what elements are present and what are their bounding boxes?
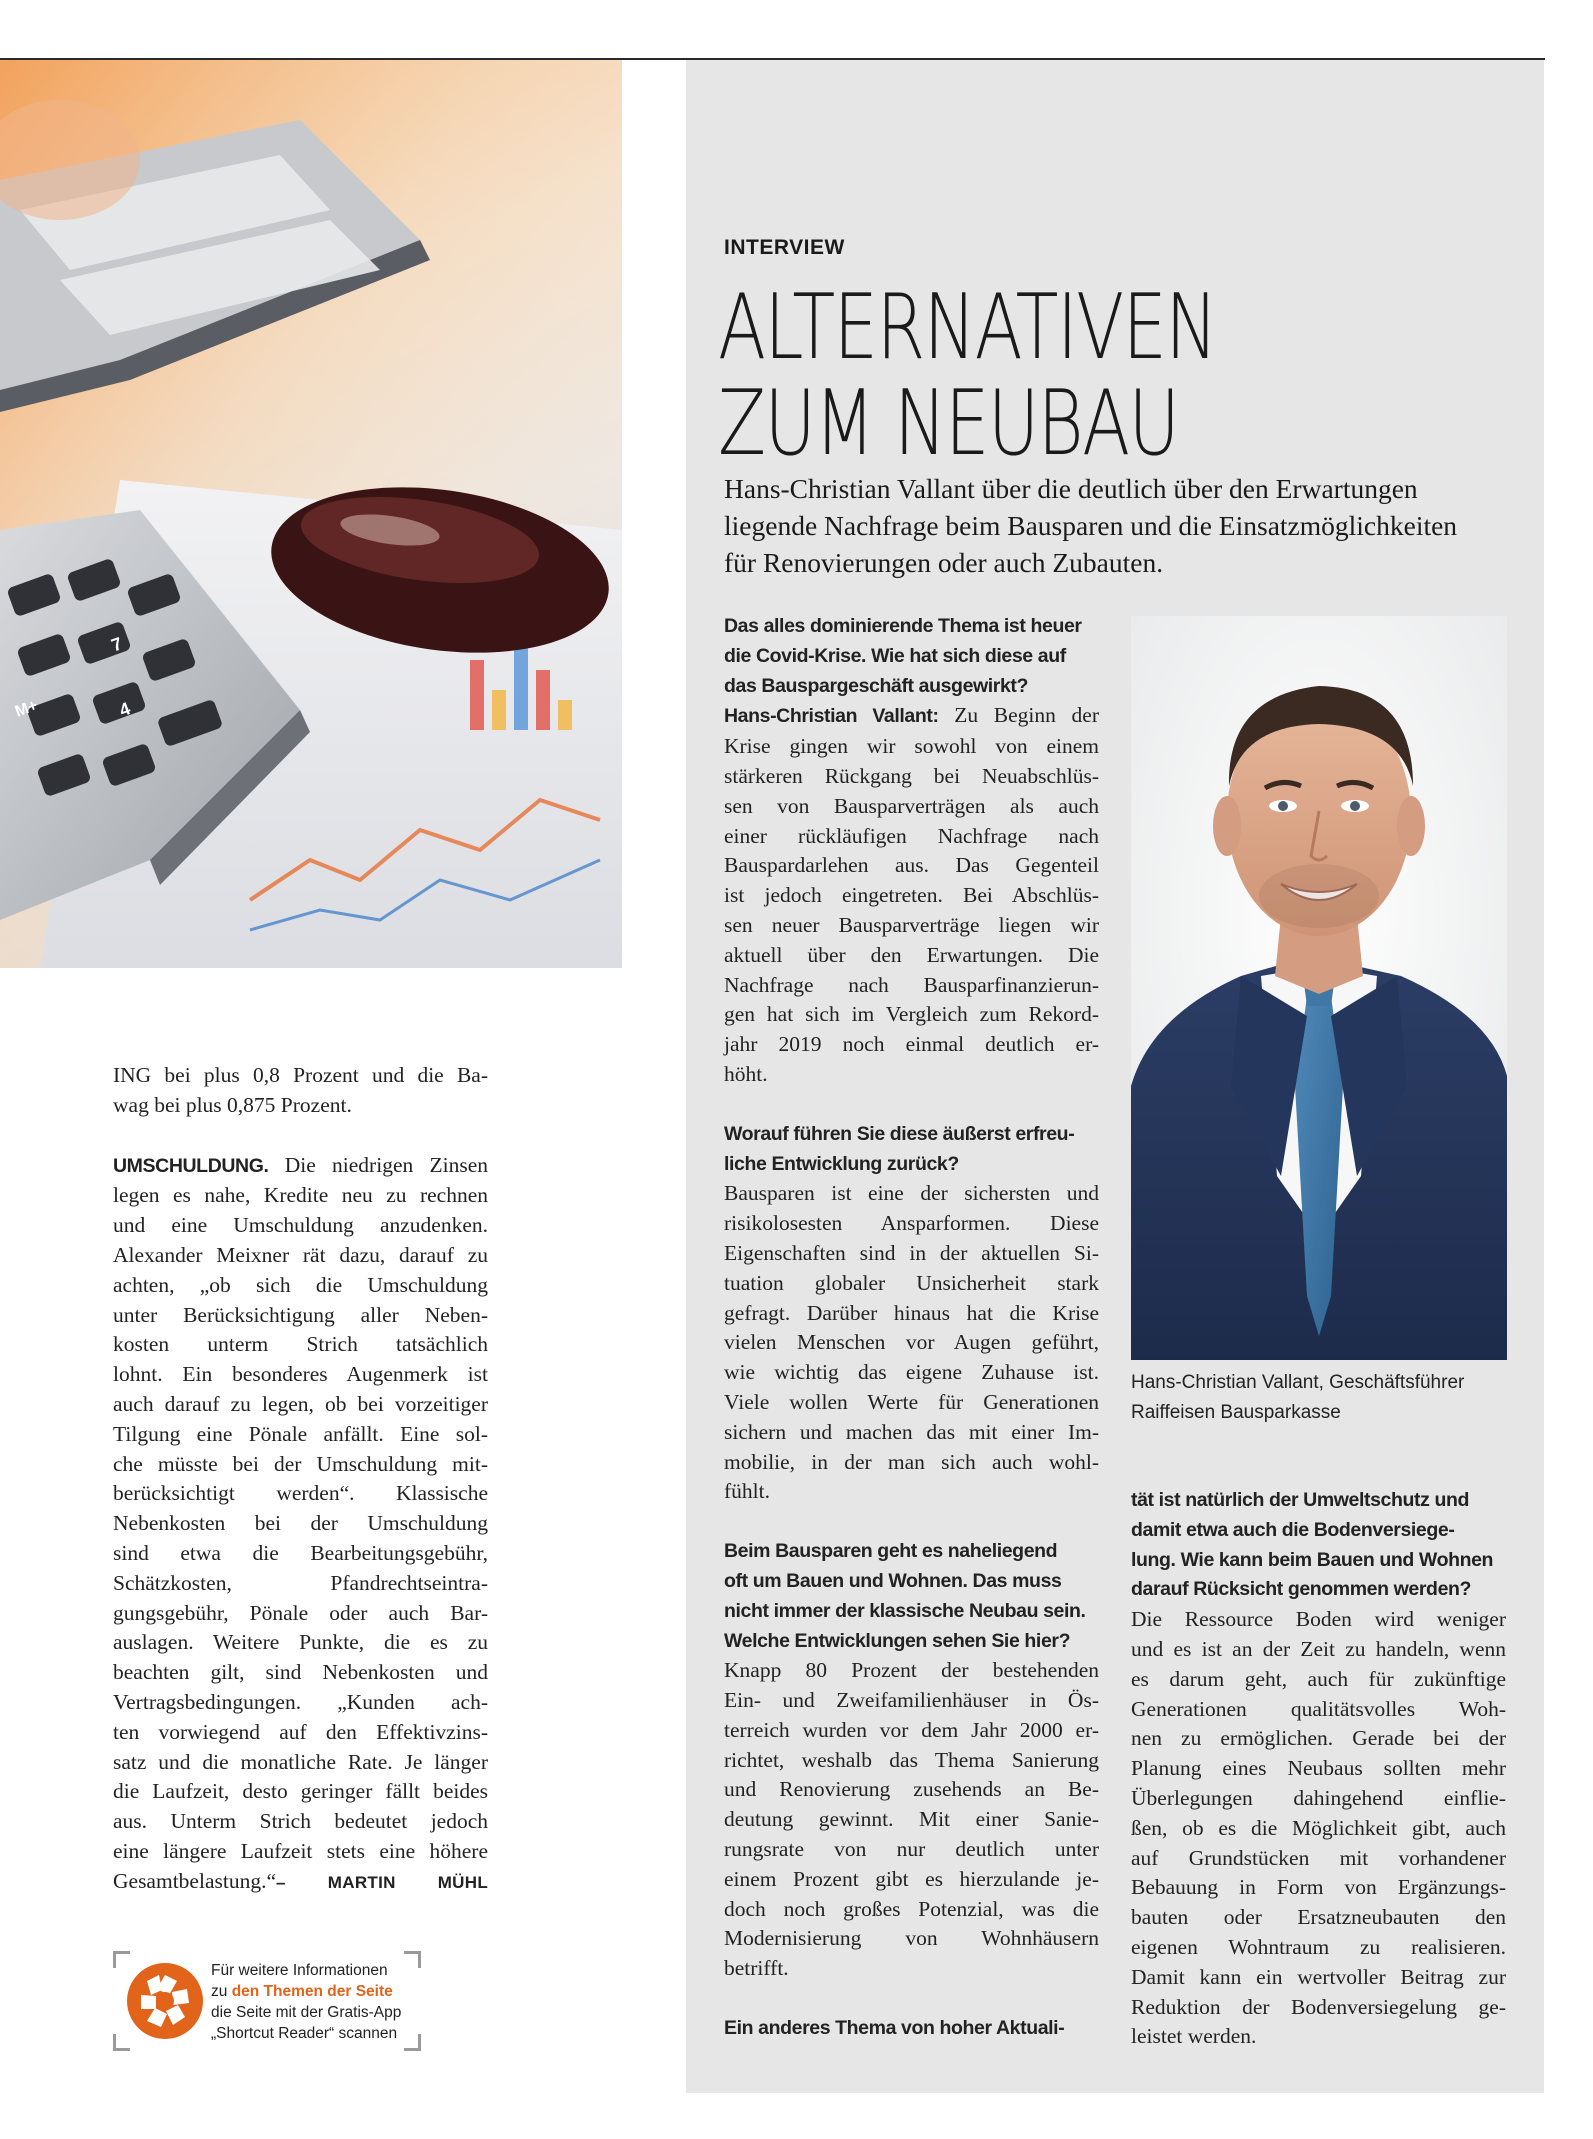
interview-question: lung. Wie kann beim Bauen und Wohnen xyxy=(1131,1548,1494,1571)
interview-question: Worauf führen Sie diese äußerst erfreu- xyxy=(724,1122,1075,1145)
interview-question: Das alles dominierende Thema ist heuer xyxy=(724,615,1082,637)
text-line: Hans-Christian Vallant: Zu Beginn der xyxy=(724,703,1099,728)
text-line: Die Ressource Boden wird weniger xyxy=(1131,1607,1506,1632)
text-line: Eigenschaften sind in der aktuellen Si- xyxy=(724,1240,1099,1265)
text-line: die Laufzeit, desto geringer fällt beides xyxy=(113,1779,488,1804)
text-line: Knapp 80 Prozent der bestehenden xyxy=(724,1658,1099,1683)
left-column xyxy=(113,1061,488,1898)
text-line: Bauspardarlehen aus. Das Gegenteil xyxy=(724,853,1099,878)
interview-question: oft um Bauen und Wohnen. Das muss xyxy=(724,1569,1062,1592)
text-line: sen von Bausparverträgen als auch xyxy=(724,793,1099,818)
text-line: legen es nahe, Kredite neu zu rechnen xyxy=(113,1183,488,1208)
text-line: Nebenkosten bei der Umschuldung xyxy=(113,1511,488,1536)
text-line: bauten oder Ersatzneubauten den xyxy=(1131,1905,1506,1930)
calc-key-7: 7 xyxy=(108,633,125,656)
article-kicker: INTERVIEW xyxy=(724,236,845,259)
runin-heading: UMSCHULDUNG. xyxy=(113,1154,269,1177)
text-line: UMSCHULDUNG. Die niedrigen Zinsen xyxy=(113,1152,488,1177)
text-line: ten vorwiegend auf den Effektivzins- xyxy=(113,1719,488,1744)
text-line: gungsgebühr, Pönale oder auch Bar- xyxy=(113,1600,488,1625)
text-line: richtet, weshalb das Thema Sanierung xyxy=(724,1747,1099,1772)
text-line: gen hat sich im Vergleich zum Rekord- xyxy=(724,1002,1099,1027)
calc-key-4: 4 xyxy=(116,698,133,721)
text-line: achten, „ob sich die Umschuldung xyxy=(113,1272,488,1297)
text-line: betrifft. xyxy=(724,1956,789,1981)
text-line: vielen Menschen vor Augen geführt, xyxy=(724,1330,1099,1355)
text-line: risikolosesten Ansparformen. Diese xyxy=(724,1211,1099,1236)
text-line: ist jedoch eingetreten. Bei Abschlüs- xyxy=(724,883,1099,908)
desk-photo xyxy=(0,60,622,968)
text-line: kosten unterm Strich tatsächlich xyxy=(113,1332,488,1357)
text-line: nen zu ermöglichen. Gerade bei der xyxy=(1131,1726,1506,1751)
text-line: wie wichtig das eigene Zuhause ist. xyxy=(724,1360,1099,1385)
text-line: Bausparen ist eine der sichersten und xyxy=(724,1181,1099,1206)
shortcut-reader-box[interactable] xyxy=(113,1951,421,2051)
shortcut-reader-text: Für weitere Informationen zu den Themen der Seite die Seite mit der Gratis-App „Shortcut Reader“ scannen xyxy=(211,1962,402,2042)
text-line: mobilie, in der man sich auch wohl- xyxy=(724,1449,1099,1474)
text-line: ßen, ob es die Möglichkeit gibt, auch xyxy=(1131,1815,1506,1840)
headline-line-2: ZUM NEUBAU xyxy=(718,371,1179,476)
portrait-photo xyxy=(1131,616,1507,1360)
interview-question: darauf Rücksicht genommen werden? xyxy=(1131,1578,1472,1601)
text-line: Bebauung in Form von Ergänzungs- xyxy=(1131,1875,1506,1900)
text-line: rungsrate von nur deutlich unter xyxy=(724,1837,1099,1862)
text-line: wag bei plus 0,875 Prozent. xyxy=(113,1092,352,1117)
interview-question: Beim Bausparen geht es naheliegend xyxy=(724,1540,1058,1563)
text-line: stärkeren Rückgang bei Neuabschlüs- xyxy=(724,763,1099,788)
text-line: Schätzkosten, Pfandrechtseintra- xyxy=(113,1570,488,1595)
text-line: und Renovierung zusehends an Be- xyxy=(724,1777,1099,1802)
right-column xyxy=(1131,1486,1506,2052)
text-line: aktuell über den Erwartungen. Die xyxy=(724,942,1099,967)
lead-line: liegende Nachfrage beim Bausparen und die Einsatzmöglichkeiten xyxy=(724,510,1458,541)
text-line: auch darauf zu legen, ob bei vorzeitiger xyxy=(113,1391,488,1416)
article-headline xyxy=(718,275,1342,476)
text-line: Überlegungen dahingehend einflie- xyxy=(1131,1785,1506,1810)
text-line: tuation globaler Unsicherheit stark xyxy=(724,1270,1099,1295)
text-line: es darum geht, auch für zukünftige xyxy=(1131,1666,1506,1691)
text-line: ING bei plus 0,8 Prozent und die Ba- xyxy=(113,1063,488,1087)
interview-question: das Bauspargeschäft ausgewirkt? xyxy=(724,674,1029,697)
text-line: fühlt. xyxy=(724,1479,770,1504)
interview-question: nicht immer der klassische Neubau sein. xyxy=(724,1599,1086,1622)
interview-question: Welche Entwicklungen sehen Sie hier? xyxy=(724,1629,1071,1652)
speaker-name: Hans-Christian Vallant: xyxy=(724,705,939,728)
text-line: che müsste bei der Umschuldung mit- xyxy=(113,1451,488,1476)
text-line: einem Prozent gibt es hierzulande je- xyxy=(724,1866,1099,1891)
caption-line: Raiffeisen Bausparkasse xyxy=(1131,1402,1341,1423)
text-line: Generationen qualitätsvolles Woh- xyxy=(1131,1696,1506,1721)
photo-caption xyxy=(1131,1368,1531,1428)
text-line: Reduktion der Bodenversiegelung ge- xyxy=(1131,1994,1506,2019)
interview-question: die Covid-Krise. Wie hat sich diese auf xyxy=(724,644,1066,667)
text-line: sichern und machen das mit einer Im- xyxy=(724,1419,1099,1444)
text-line: auslagen. Weitere Punkte, die es zu xyxy=(113,1630,488,1655)
text-line: Planung eines Neubaus sollten mehr xyxy=(1131,1756,1506,1781)
text-line: Gesamtbelastung.“– MARTIN MÜHL xyxy=(113,1868,488,1893)
middle-column xyxy=(724,612,1099,2044)
text-line: Modernisierung von Wohnhäusern xyxy=(724,1926,1099,1951)
shortcut-highlight: den Themen der Seite xyxy=(231,1983,393,2000)
text-line: terreich wurden vor dem Jahr 2000 er- xyxy=(724,1717,1099,1742)
text-line: berücksichtigt werden“. Klassische xyxy=(113,1481,488,1506)
text-line: Viele wollen Werte für Generationen xyxy=(724,1389,1099,1414)
text-line: deutung gewinnt. Mit einer Sanie- xyxy=(724,1807,1099,1832)
interview-question: tät ist natürlich der Umweltschutz und xyxy=(1131,1489,1469,1511)
shortcut-reader-aperture-icon xyxy=(125,1961,205,2041)
calc-key-mplus: M+ xyxy=(12,697,41,721)
text-line: Tilgung eine Pönale anfällt. Eine sol- xyxy=(113,1421,488,1446)
text-line: beachten gilt, sind Nebenkosten und xyxy=(113,1660,488,1685)
interview-question: Ein anderes Thema von hoher Aktuali- xyxy=(724,2017,1065,2040)
lead-line: Hans-Christian Vallant über die deutlich über den Erwartungen xyxy=(724,473,1418,504)
text-line: höht. xyxy=(724,1061,768,1086)
portrait-illustration xyxy=(1131,616,1507,1360)
text-line: Vertragsbedingungen. „Kunden ach- xyxy=(113,1689,488,1714)
text-line: Nachfrage nach Bausparfinanzierun- xyxy=(724,972,1099,997)
text-line: unter Berücksichtigung aller Neben- xyxy=(113,1302,488,1327)
text-line: und es ist an der Zeit zu handeln, wenn xyxy=(1131,1636,1506,1661)
article-lead xyxy=(724,470,1524,581)
desk-illustration xyxy=(0,60,622,968)
interview-question: liche Entwicklung zurück? xyxy=(724,1152,959,1175)
text-line: Krise gingen wir sowohl von einem xyxy=(724,734,1099,759)
caption-line: Hans-Christian Vallant, Geschäftsführer xyxy=(1131,1372,1465,1393)
text-line: Ein- und Zweifamilienhäuser in Ös- xyxy=(724,1688,1099,1713)
text-line: einer rückläufigen Nachfrage nach xyxy=(724,823,1099,848)
text-line: sind etwa die Bearbeitungsgebühr, xyxy=(113,1540,488,1565)
text-line: satz und die monatliche Rate. Je länger xyxy=(113,1749,488,1774)
text-line: gefragt. Darüber hinaus hat die Krise xyxy=(724,1300,1099,1325)
text-line: eigenen Wohntraum zu realisieren. xyxy=(1131,1934,1506,1959)
lead-line: für Renovierungen oder auch Zubauten. xyxy=(724,547,1164,578)
text-line: sen neuer Bausparverträge liegen wir xyxy=(724,912,1099,937)
text-line: eine längere Laufzeit stets eine höhere xyxy=(113,1838,488,1863)
text-line: doch noch großes Potenzial, was die xyxy=(724,1896,1099,1921)
text-line: Alexander Meixner rät dazu, darauf zu xyxy=(113,1242,488,1267)
interview-question: damit etwa auch die Bodenversiege- xyxy=(1131,1518,1455,1541)
text-line: jahr 2019 noch einmal deutlich er- xyxy=(724,1032,1099,1057)
text-line: Damit kann ein wertvoller Beitrag zur xyxy=(1131,1964,1506,1989)
text-line: lohnt. Ein besonderes Augenmerk ist xyxy=(113,1362,488,1387)
text-line: aus. Unterm Strich bedeutet jedoch xyxy=(113,1809,488,1834)
text-line: auf Grundstücken mit vorhandener xyxy=(1131,1845,1506,1870)
author-byline: – MARTIN MÜHL xyxy=(276,1872,488,1892)
text-line: und eine Umschuldung anzudenken. xyxy=(113,1213,488,1238)
headline-line-1: ALTERNATIVEN xyxy=(718,275,1217,380)
text-line: leistet werden. xyxy=(1131,2024,1257,2049)
